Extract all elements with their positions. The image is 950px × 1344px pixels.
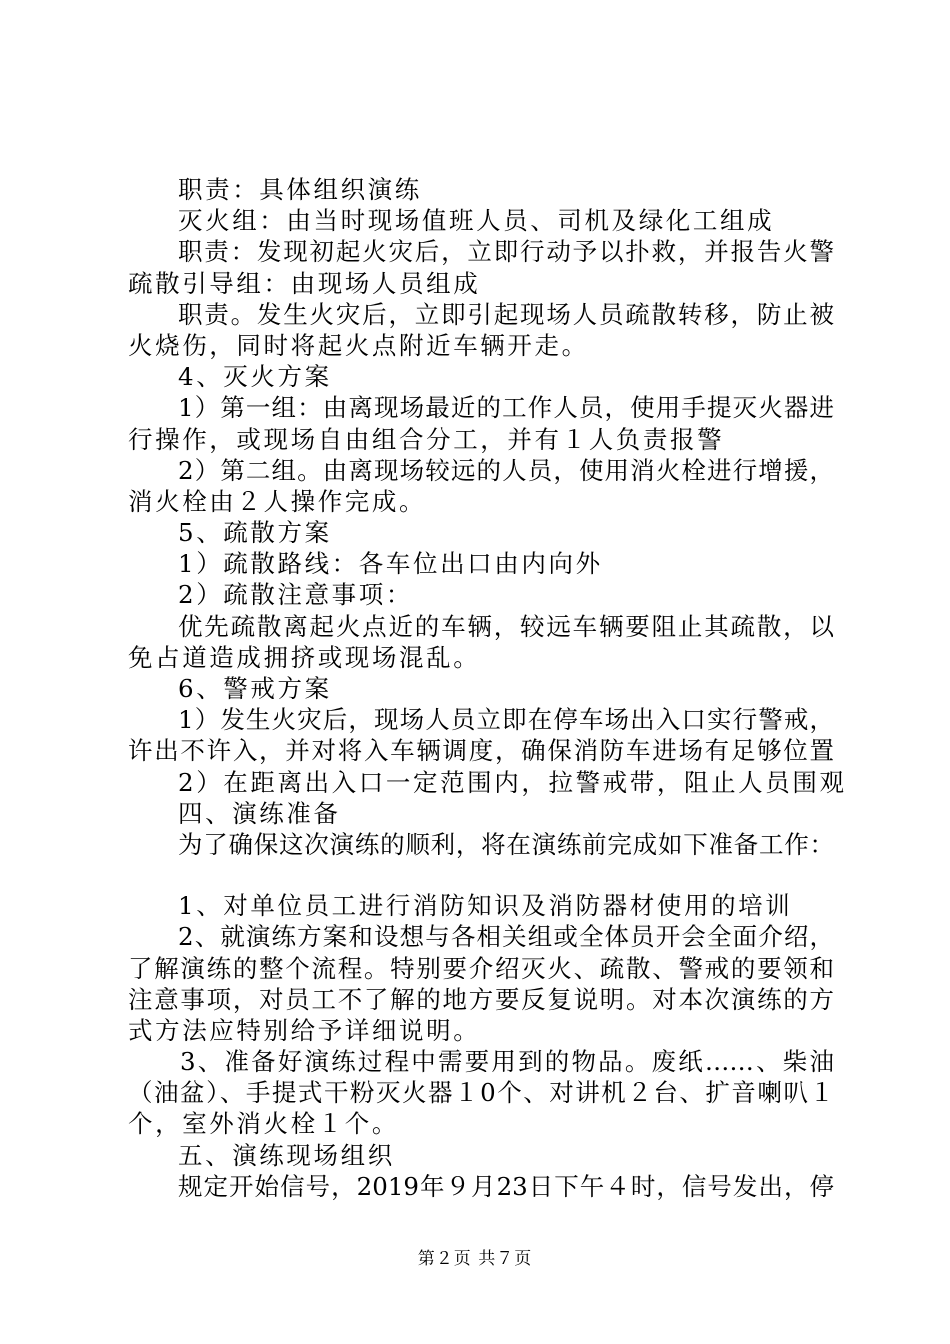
text-line: 火烧伤，同时将起火点附近车辆开走。 [128,330,589,360]
section-heading: 5、疏散方案 [178,518,332,548]
text-line: 2）在距离出入口一定范围内，拉警戒带，阻止人员围观 [178,767,847,797]
text-line: 1）疏散路线：各车位出口由内向外 [178,549,603,579]
text-line: 优先疏散离起火点近的车辆，较远车辆要阻止其疏散，以 [178,611,834,641]
text-line: 2）第二组。由离现场较远的人员，使用消火栓进行增援， [178,455,834,485]
text-line: 注意事项，对员工不了解的地方要反复说明。对本次演练的方 [128,984,834,1014]
text-line: 3、准备好演练过程中需要用到的物品。废纸……、柴油 [180,1047,834,1077]
section-heading: 6、警戒方案 [178,674,332,703]
text-line: 为了确保这次演练的顺利，将在演练前完成如下准备工作： [178,829,834,859]
text-line: 职责。发生火灾后，立即引起现场人员疏散转移，防止被 [178,299,834,329]
text-line: 职责：发现初起火灾后，立即行动予以扑救，并报告火警 [178,237,834,267]
document-body [128,174,847,1202]
section-heading: 4、灭火方案 [178,362,332,392]
text-line: 灭火组：由当时现场值班人员、司机及绿化工组成 [178,206,775,236]
text-line: 式方法应特别给予详细说明。 [128,1015,481,1045]
text-line: 职责：具体组织演练 [178,175,422,204]
text-line: 2、就演练方案和设想与各相关组或全体员开会全面介绍， [178,922,834,952]
text-line: 1）第一组：由离现场最近的工作人员，使用手提灭火器进 [178,393,834,423]
text-line: 1）发生火灾后，现场人员立即在停车场出入口实行警戒， [178,705,834,735]
section-heading: 四、演练准备 [178,798,341,828]
text-line: 1、对单位员工进行消防知识及消防器材使用的培训 [178,891,793,921]
text-line: 疏散引导组：由现场人员组成 [128,268,481,298]
blank-line [128,860,834,890]
text-line: 个，室外消火栓１个。 [128,1109,399,1139]
text-line: 了解演练的整个流程。特别要介绍灭火、疏散、警戒的要领和 [128,953,834,983]
text-line: 消火栓由２人操作完成。 [128,486,427,516]
text-line: 许出不许入，并对将入车辆调度，确保消防车进场有足够位置 [128,736,834,766]
text-line: 2）疏散注意事项： [178,580,413,610]
section-heading: 五、演练现场组织 [178,1140,395,1170]
text-line: 免占道造成拥挤或现场混乱。 [128,642,481,672]
page-number: 第２页 共７页 [417,1249,533,1269]
text-line: 规定开始信号，2019年９月23日下午４时，信号发出，停 [178,1171,834,1201]
text-line: 行操作，或现场自由组合分工，并有１人负责报警 [128,424,725,454]
text-line: （油盆）、手提式干粉灭火器１0个、对讲机２台、扩音喇叭１ [128,1078,834,1108]
